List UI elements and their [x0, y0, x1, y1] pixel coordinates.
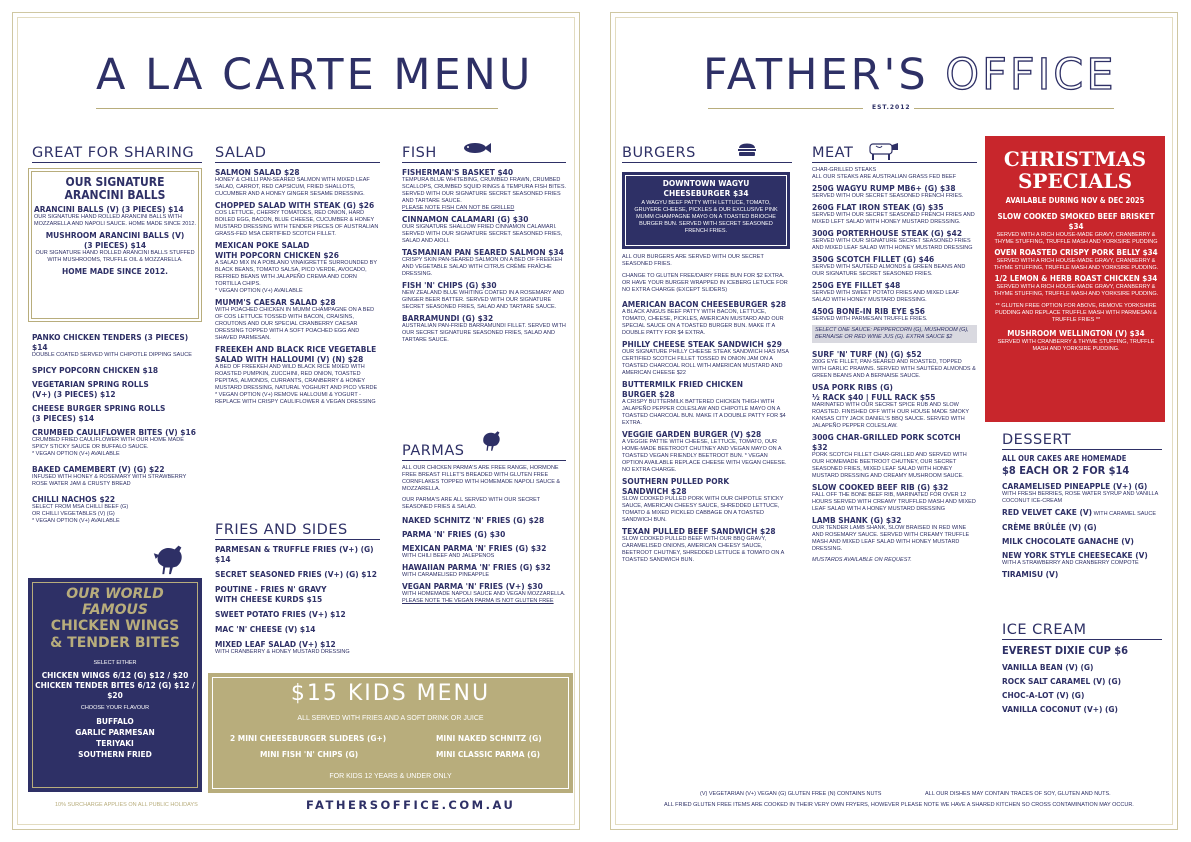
parmas-intro: ALL OUR CHICKEN PARMA'S ARE FREE RANGE, HORMONE FREE BREAST FILLET'S BREADED WITH GLUTEN FREE CORNFLAKES TOPPED WITH HOMEMADE NAPOLI SAUCE & MOZZARELLA. [402, 465, 561, 492]
menu-item: TIRAMISU (V) [1002, 569, 1059, 579]
christmas-avail: AVAILABLE DURING NOV & DEC 2025 [1005, 196, 1145, 205]
kids-item: MINI CLASSIC PARMA (G) [436, 749, 541, 759]
menu-item: VEGETARIAN SPRING ROLLS [32, 379, 149, 389]
cow-icon [862, 139, 900, 161]
menu-item: FISH 'N' CHIPS (G) $30 [402, 280, 497, 290]
item-desc: WITH POACHED CHICKEN IN MUMM CHAMPAGNE ON A BED OF COS LETTUCE TOSSED WITH BACON, CRAISINS, CROUTONS AND OUR SPECIAL CRANBERRY CAESAR DRESSING TOPPED WITH A SOFT POACHED EGG AND SHAVED PARMESAN. [215, 307, 375, 341]
item-desc: WITH CRANBERRY & HONEY MUSTARD DRESSING [215, 649, 350, 655]
menu-item: SLOW COOKED BEEF RIB (G) $32 [812, 482, 949, 492]
meat-sub: CHAR-GRILLED STEAKS [812, 167, 877, 173]
christmas-title: SPECIALS [1017, 169, 1133, 193]
item-desc: 200G EYE FILLET, PAN-SEARED AND ROASTED, TOPPED WITH GARLIC PRAWNS. SERVED WITH SAUTÉED ALMONDS & GREEN BEANS AND A BERNAISE SAUCE. [812, 359, 976, 379]
menu-item-name: RED VELVET CAKE (V) [1002, 507, 1093, 517]
mustards-note: MUSTARDS AVAILABLE ON REQUEST. [812, 557, 912, 563]
kids-sub-text: ALL SERVED WITH FRIES AND A SOFT DRINK OR JUICE [297, 715, 484, 722]
traces-note: ALL OUR DISHES MAY CONTAIN TRACES OF SOY, GLUTEN AND NUTS. [925, 791, 1111, 797]
item-desc: A BLACK ANGUS BEEF PATTY WITH BACON, LETTUCE, TOMATO, CHEESE, PICKLES, AMERICAN MUSTARD AND OUR SPECIAL SAUCE ON A TOASTED BURGER BUN. MAKE IT A DOUBLE PATTY FOR $4 EXTRA. [622, 309, 784, 336]
menu-item: SECRET SEASONED FRIES (V+) (G) $12 [215, 569, 377, 579]
item-desc: SERVED WITH CRANBERRY & THYME STUFFING, TRUFFLE MASH AND YORKSIRE PUDDING. [997, 339, 1155, 352]
menu-item: 450G BONE-IN RIB EYE $56 [812, 306, 925, 316]
item-desc: ROSE WATER JAM & CRUSTY BREAD [32, 481, 131, 487]
box-title: OUR SIGNATURE [65, 175, 165, 189]
menu-item: 260G FLAT IRON STEAK (G) $35 [812, 202, 944, 212]
meat-sub: ALL OUR STEAKS ARE AUSTRALIAN GRASS FED BEEF [812, 174, 957, 180]
menu-item: CHICKEN WINGS 6/12 (G) $12 / $20 [41, 670, 189, 680]
menu-item: (3 PIECES) $14 [32, 413, 95, 423]
item-note: PLEASE NOTE FISH CAN NOT BE GRILLED [402, 205, 515, 211]
menu-item: VEGGIE GARDEN BURGER (V) $28 [622, 429, 762, 439]
chicken-icon [478, 425, 504, 453]
menu-item: SWEET POTATO FRIES (V+) $12 [215, 609, 346, 619]
burgers-intro: CHANGE TO GLUTEN FREE/DAIRY FREE BUN FOR $2 EXTRA. OR HAVE YOUR BURGER WRAPPED IN ICEBERG LETUCE FOR NO EXTRA CHARGE (EXCEPT SLIDERS) [622, 273, 788, 293]
wings-title: OUR WORLD [66, 586, 164, 602]
item-desc: A WAGYU BEEF PATTY WITH LETTUCE, TOMATO, GRUYERE CHEESE, PICKLES & OUR EXCLUSIVE PINK MUMM CHAMPAGNE MAYO ON A TOASTED BRIOCHE BURGER BUN. SERVED WITH SECRET SEASONED FRENCH FRIES. [634, 200, 778, 234]
menu-item: CHEESE BURGER SPRING ROLLS [32, 403, 166, 413]
gluten-free-note: ** GLUTEN FREE OPTION FOR ABOVE, REMOVE YORKSHIRE PUDDING AND REPLACE TRUFFLE MASH WITH PARMESAN & TRUFFLE FRIES ** [995, 303, 1157, 323]
flavour: BUFFALO [96, 716, 134, 726]
item-desc: DOUBLE COATED SERVED WITH CHIPOTLE DIPPING SAUCE [32, 352, 192, 358]
item-desc: WITH HOMEMADE NAPOLI SAUCE AND VEGAN MOZZARELLA. [402, 591, 566, 597]
section-heading: BURGERS [622, 145, 696, 161]
item-desc: OUR SIGNATURE HAND ROLLED ARANCINI BALLS WITH MOZZARELLA AND NAPOLI SAUCE. HOME MADE SINCE 2012. [34, 214, 196, 227]
menu-item: CRÈME BRÛLÉE (V) (G) [1002, 522, 1097, 532]
item-desc: COS LETTUCE, CHERRY TOMATOES, RED ONION, HARD BOILED EGG, BACON, BLUE CHEESE, CUCUMBER & HONEY MUSTARD DRESSING WITH TENDER PIECES OF AUSTRALIAN GRASS-FED MSA CERTIFIED SCOTCH FILLET. [215, 210, 379, 237]
item-desc: WITH FRESH BERRIES, ROSE WATER SYRUP AND VANILLA COCONUT ICE-CREAM [1002, 491, 1158, 504]
dessert-section [1002, 432, 1162, 579]
item-desc: SERVED WITH A RICH HOUSE-MADE GRAVY, CRANBERRY & THYME STUFFING, TRUFFLE MASH AND YORKSIRE PUDDING. [993, 284, 1159, 297]
wings-select: SELECT EITHER [93, 660, 137, 666]
dietary-legend: (V) VEGETARIAN (V+) VEGAN (G) GLUTEN FREE (N) CONTAINS NUTS [700, 791, 882, 797]
menu-item: SALMON SALAD $28 [215, 167, 300, 177]
menu-item: PANKO CHICKEN TENDERS (3 PIECES) $14 [32, 332, 189, 352]
menu-item: PARMESAN & TRUFFLE FRIES (V+) (G) $14 [215, 544, 374, 564]
item-desc: OR CHILLI VEGETABLES (V) (G) [32, 511, 115, 517]
item-desc: SLOW COOKED PULLED PORK WITH OUR CHIPOTLE STICKY SAUCE, AMERICAN CHEESY SAUCE, SHREDDED LETTUCE, TOMATO & MIXED PICKLED CABBAGE ON A TOASTED SANDWICH BUN. [622, 496, 784, 523]
burgers-section [622, 145, 792, 167]
menu-item: 300G CHAR-GRILLED PORK SCOTCH $32 [812, 432, 961, 452]
icecream-sub: EVEREST DIXIE CUP $6 [1002, 644, 1129, 657]
fish-section [402, 145, 566, 346]
menu-item: POUTINE - FRIES N' GRAVY [215, 584, 327, 594]
flavour: GARLIC PARMESAN [75, 727, 155, 737]
menu-item: CHOC-A-LOT (V) (G) [1002, 690, 1085, 700]
menu-item: SANDWICH $28 [622, 486, 687, 496]
item-desc: MARINATED WITH OUR SECRET SPICE RUB AND SLOW ROASTED. FINISHED OFF WITH OUR HOUSE MADE SMOKY KANSAS CITY JACK DANIEL'S BBQ SAUCE. SERVED WITH JALAPEÑO PEPPER COLESLAW. [812, 402, 969, 429]
item-desc: WITH CHILI BEEF AND JALEPENOS [402, 553, 495, 559]
section-heading: SALAD [215, 145, 267, 161]
menu-item: USA PORK RIBS (G) [812, 382, 893, 392]
menu-item: CHILLI NACHOS $22 [32, 494, 116, 504]
menu-item: ½ RACK $40 | FULL RACK $55 [812, 392, 936, 402]
menu-item: NEW YORK STYLE CHEESECAKE (V) [1002, 550, 1148, 560]
item-desc: SERVED WITH PARMESAN TRUFFLE FRIES. [812, 316, 928, 322]
wings-title: FAMOUS [82, 602, 148, 618]
burgers-list [622, 254, 790, 566]
menu-item: HAWAIIAN PARMA 'N' FRIES (G) $32 [402, 562, 551, 572]
menu-item: SALAD WITH HALLOUMI (V) (N) $28 [215, 354, 364, 364]
item-desc: FALL OFF THE BONE BEEF RIB, MARINATED FOR OVER 12 HOURS SERVED WITH CREAMY TRUFFLED MASH AND MIXED LEAF SALAD WITH A HONEY MUSTARD DRESSING [812, 492, 976, 512]
menu-item: MUMM'S CAESAR SALAD $28 [215, 297, 336, 307]
menu-item: (V+) (3 PIECES) $12 [32, 389, 116, 399]
item-desc: SERVED WITH SAUTÉED ALMONDS & GREEN BEANS AND OUR SIGNATURE SECRET SEASONED FRIES. [812, 264, 966, 277]
menu-item: AMERICAN BACON CHEESEBURGER $28 [622, 299, 787, 309]
flavour: TERIYAKI [96, 738, 134, 748]
menu-item: MAC 'N' CHEESE (V) $14 [215, 624, 316, 634]
item-desc: SERVED WITH OUR SECRET SEASONED FRENCH FRIES AND MIXED LEFT SALAD WITH HONEY MUSTARD DRESSING. [812, 212, 975, 225]
menu-item: SLOW COOKED SMOKED BEEF BRISKET $34 [997, 212, 1155, 231]
menu-item: TEXAN PULLED BEEF SANDWICH $28 [622, 526, 776, 536]
item-desc: WITH A STRAWBERRY AND CRANBERRY COMPOTE [1002, 560, 1139, 566]
menu-item: ARANCINI BALLS (V) (3 PIECES) $14 [34, 204, 184, 214]
wings-box [28, 578, 202, 792]
kids-sub [208, 715, 573, 723]
menu-item: WITH CHEESE KURDS $15 [215, 594, 323, 604]
menu-item: CHEESEBURGER $34 [663, 188, 749, 198]
sharing-section [32, 145, 202, 168]
menu-item: WITH POPCORN CHICKEN $26 [215, 250, 339, 260]
menu-item: CARAMELISED PINEAPPLE (V+) (G) [1002, 481, 1148, 491]
item-desc: CRUMBED FRIED CAULIFLOWER WITH OUR HOME MADE [32, 437, 184, 443]
kids-item: MINI NAKED SCHNITZ (G) [436, 733, 542, 743]
sharing-list [32, 332, 202, 527]
item-desc: NEW ZEALAND BLUE WHITING COATED IN A ROSEMARY AND GINGER BEER BATTER. SERVED WITH OUR SIGNATURE SECRET SEASONED FRIES, SALAD AND TARTARE SAUCE. [402, 290, 565, 310]
item-desc: OUR TENDER LAMB SHANK, SLOW BRAISED IN RED WINE AND ROSEMARY SAUCE. SERVED WITH CREAMY TRUFFLE MASH AND MIXED LEAF SALAD WITH HONEY MUSTARD DRESSING. [812, 525, 970, 552]
kids-title: $15 KIDS MENU [290, 681, 491, 706]
dessert-price: $8 EACH OR 2 FOR $14 [1002, 464, 1130, 477]
item-desc: * VEGAN OPTION (V+) AVAILABLE [215, 288, 303, 294]
menu-item: PHILLY CHEESE STEAK SANDWICH $29 [622, 339, 782, 349]
menu-item: ROCK SALT CARAMEL (V) (G) [1002, 676, 1121, 686]
item-desc: A BED OF FREEKEH AND WILD BLACK RICE MIXED WITH ROASTED PUMPKIN, ZUCCHINI, RED ONION, TOASTED PEPITAS, ALMONDS, CURRANTS, CRANBERRY & HONEY MUSTARD DRESSING, NATURAL YOGHURT AND PICO VERDE [215, 364, 378, 391]
christmas-box [985, 136, 1165, 422]
wagyu-box [622, 172, 790, 249]
menu-item: MEXICAN PARMA 'N' FRIES (G) $32 [402, 543, 547, 553]
arancini-content [34, 176, 196, 276]
menu-item: MILK CHOCOLATE GANACHE (V) [1002, 536, 1134, 546]
menu-item: PARMA 'N' FRIES (G) $30 [402, 529, 506, 539]
item-desc: SERVED WITH OUR SECRET SEASONED FRENCH FRIES. [812, 193, 964, 199]
menu-item [1002, 507, 1162, 518]
salad-section [215, 145, 380, 408]
section-heading: PARMAS [402, 443, 465, 459]
section-heading: DESSERT [1002, 432, 1072, 448]
menu-item: LAMB SHANK (G) $32 [812, 515, 902, 525]
brand-rule-right [914, 108, 1114, 109]
item-desc: SLOW COOKED PULLED BEEF WITH OUR BBQ GRAVY, CARAMELISED ONIONS, AMERICAN CHEESY SAUCE, BEETROOT CHUTNEY, SHREDDED LETTUCE & TOMATO ON A TOASTED SANDWICH BUN. [622, 536, 784, 563]
item-desc: A CRISPY BUTTERMILK BATTERED CHICKEN THIGH WITH JALAPEÑO PEPPER COLESLAW AND CHIPOTLE MAYO ON A TOASTED CHARCOAL BUN. MAKE IT A DOUBLE PATTY FOR $4 EXTRA. [622, 399, 786, 426]
item-desc: OUR SIGNATURE HAND ROLLED ARANCINI BALLS STUFFED WITH MUSHROOMS, TRUFFLE OIL & MOZZARELLA. [35, 250, 195, 263]
menu-item: MUSHROOM ARANCINI BALLS (V) [45, 230, 185, 240]
item-desc: INFUSED WITH HONEY & ROSEMARY WITH STRAWBERRY [32, 474, 187, 480]
title-rule [96, 108, 498, 109]
menu-item: 350G SCOTCH FILLET (G) $46 [812, 254, 935, 264]
item-note: PLEASE NOTE THE VEGAN PARMA IS NOT GLUTEN FREE [402, 598, 554, 604]
menu-item: MIXED LEAF SALAD (V+) $12 [215, 639, 336, 649]
menu-item: CHOPPED SALAD WITH STEAK (G) $26 [215, 200, 375, 210]
box-title: ARANCINI BALLS [64, 188, 166, 202]
item-desc: SPICY STICKY SAUCE OR BUFFALO SAUCE. [32, 444, 149, 450]
surcharge-note: 10% SURCHARGE APPLIES ON ALL PUBLIC HOLIDAYS [55, 802, 198, 808]
menu-item: (3 PIECES) $14 [83, 240, 147, 250]
brand-title-a: FATHER'S [703, 50, 946, 100]
menu-item: BUTTERMILK FRIED CHICKEN [622, 379, 743, 389]
menu-item: VANILLA COCONUT (V+) (G) [1002, 704, 1118, 714]
brand-title-b: OFFICE [945, 50, 1117, 100]
section-heading: GREAT FOR SHARING [32, 145, 195, 161]
item-desc: SELECT FROM MSA CHILLI BEEF (G) [32, 504, 129, 510]
section-heading: FRIES AND SIDES [215, 522, 348, 538]
item-desc: SERVED WITH SWEET POTATO FRIES AND MIXED LEAF SALAD WITH HONEY MUSTARD DRESSING. [812, 290, 960, 303]
fries-section [215, 522, 380, 658]
item-desc: * VEGAN OPTION (V+) AVAILABLE [32, 451, 120, 457]
page-title: A LA CARTE MENU [96, 50, 534, 100]
menu-item: MEXICAN POKE SALAD [215, 240, 310, 250]
menu-item: FREEKEH AND BLACK RICE VEGETABLE [215, 344, 377, 354]
menu-item: TASMANIAN PAN SEARED SALMON $34 [402, 247, 564, 257]
menu-item: VEGAN PARMA 'N' FRIES (V+) $30 [402, 581, 543, 591]
menu-item: SURF 'N' TURF (N) (G) $52 [812, 349, 922, 359]
burgers-intro: ALL OUR BURGERS ARE SERVED WITH OUR SECRET SEASONED FRIES. [622, 254, 764, 267]
menu-item: SOUTHERN PULLED PORK [622, 476, 730, 486]
kids-item: MINI FISH 'N' CHIPS (G) [260, 749, 359, 759]
menu-item: CRUMBED CAULIFLOWER BITES (V) $16 [32, 427, 196, 437]
flavour: SOUTHERN FRIED [78, 749, 152, 759]
brand-title [703, 50, 1116, 100]
parmas-section [402, 443, 566, 607]
item-desc: TEMPURA BLUE WHITEBING, CRUMBED FRAWN, CRUMBED SCALLOPS, CRUMBED SQUID RINGS & TEMPURA FISH BITES. SERVED WITH OUR SIGNATURE SECRET SEASONED FRIES AND TARTARE SAUCE. [402, 177, 567, 204]
item-desc: OUR SIGNATURE SHALLOW FRIED CINNAMON CALAMARI. SERVED WITH OUR SIGNATURE SECRET SEASONED FRIES, SALAD AND AIOLI. [402, 224, 563, 244]
fish-icon [462, 141, 492, 155]
item-desc: SERVED WITH A RICH HOUSE-MADE GRAVY, CRANBERRY & THYME STUFFING, TRUFFLE MASH AND YORKSIRE PUDDING. [993, 258, 1159, 271]
item-desc: OUR SIGNATURE PHILLY CHEESE STEAK SANDWICH HAS MSA CERTIFIED SCOTCH FILLET TOSSED IN ONION JAM ON A TOASTED CHARCOAL ROLL WITH AMERICAN MUSTARD AND AMERICAN CHEESE $22 [622, 349, 789, 376]
menu-item: BURGER $28 [622, 389, 675, 399]
item-desc: * VEGAN OPTION (V+) AVAILABLE [32, 518, 120, 524]
burger-icon [737, 141, 757, 157]
kids-item: 2 MINI CHEESEBURGER SLIDERS (G+) [230, 733, 387, 743]
kids-foot: FOR KIDS 12 YEARS & UNDER ONLY [329, 773, 452, 780]
item-desc: A VEGGIE PATTIE WITH CHEESE, LETTUCE, TOMATO, OUR HOME-MADE BEETROOT CHUTNEY AND VEGAN MAYO ON A TOASTED VEGAN FRIENDLY BEETROOT BUN. * VEGAN OPTION AVAILABLE REPLACE CHEESE WITH VEGAN CHEESE. NO EXTRA CHARGE. [622, 439, 787, 473]
wings-choose: CHOOSE YOUR FLAVOUR [80, 705, 150, 711]
menu-item: 250G WAGYU RUMP MB6+ (G) $38 [812, 183, 956, 193]
christmas-title: CHRISTMAS [1003, 147, 1147, 171]
item-desc: WITH CARAMELISED PINEAPPLE [402, 572, 490, 578]
brand-rule-left [708, 108, 863, 109]
meat-section [812, 145, 977, 566]
menu-item: 300G PORTERHOUSE STEAK (G) $42 [812, 228, 963, 238]
menu-item: BARRAMUNDI (G) $32 [402, 313, 494, 323]
menu-item: 1/2 LEMON & HERB ROAST CHICKEN $34 [994, 274, 1158, 283]
item-desc: PORK SCOTCH FILLET CHAR-GRILLED AND SERVED WITH OUR HOMEMADE BEETROOT CHUTNEY, OUR SECRET SEASONED FRIES, MIXED LEAF SALAD WITH HONEY MUSTARD DRESSING AND CREAMY MUSHROOM SAUCE. [812, 452, 967, 479]
menu-item: OVEN ROASTED CRISPY PORK BELLY $34 [994, 248, 1158, 257]
item-desc: AUSTRALIAN PAN-FRIED BARRAMUNDI FILLET. SERVED WITH OUR SECRET SIGNATURE SEASONED FRIES, SALAD AND TARTARE SAUCE. [402, 323, 566, 343]
icecream-section [1002, 622, 1162, 714]
dessert-sub: ALL OUR CAKES ARE HOMEMADE [1002, 454, 1127, 463]
kids-menu-box [208, 673, 573, 793]
wings-title: & TENDER BITES [50, 635, 180, 651]
item-desc: A SALAD MIX IN A POBLANO VINAIGRETTE SURROUNDED BY BLACK BEANS, TOMATO SALSA, PICO VERDE, AVOCADO, REFRIED BEANS WITH JALAPEÑO CREMA AND CORN TORTILLA CHIPS. [215, 260, 377, 287]
item-desc: HONEY & CHILLI PAN-SEARED SALMON WITH MIXED LEAF SALAD, CARROT, RED CAPSICUM, FRIED SHALLOTS, CUCUMBER AND A HONEY GINGER SESAME DRESSING. [215, 177, 370, 197]
menu-item: SPICY POPCORN CHICKEN $18 [32, 365, 159, 375]
item-desc: SERVED WITH OUR SIGNATURE SECRET SEASONED FRIES AND MIXED LEAF SALAD WITH HONEY MUSTARD DRESSING [812, 238, 973, 251]
menu-item: CHICKEN TENDER BITES 6/12 (G) $12 / $20 [35, 680, 195, 700]
parmas-intro: OUR PARMA'S ARE ALL SERVED WITH OUR SECRET SEASONED FRIES & SALAD. [402, 497, 541, 510]
section-heading: MEAT [812, 145, 854, 161]
website: FATHERSOFFICE.COM.AU [306, 798, 516, 812]
menu-item: MUSHROOM WELLINGTON (V) $34 [1007, 329, 1145, 338]
chicken-icon [150, 538, 188, 576]
wings-title: CHICKEN WINGS [50, 618, 180, 634]
menu-item: NAKED SCHNITZ 'N' FRIES (G) $28 [402, 515, 545, 525]
est-label: EST.2012 [872, 104, 911, 111]
section-heading: ICE CREAM [1002, 622, 1087, 638]
menu-item: BAKED CAMEMBERT (V) (G) $22 [32, 464, 165, 474]
menu-item: CINNAMON CALAMARI (G) $30 [402, 214, 529, 224]
menu-item: 250G EYE FILLET $48 [812, 280, 901, 290]
home-made-note: HOME MADE SINCE 2012. [61, 266, 168, 276]
menu-item: FISHERMAN'S BASKET $40 [402, 167, 514, 177]
sauce-note: SELECT ONE SAUCE: PEPPERCORN (G), MUSHROOM (G), BERNAISE OR RED WINE JUS (G). EXTRA SAUCE $2 [812, 325, 977, 343]
item-desc: * VEGAN OPTION (V+) REMOVE HALLOUMI & YOGURT - REPLACE WITH CRISPY CAULIFLOWER & VEGAN DRESSING [215, 392, 376, 405]
menu-item: DOWNTOWN WAGYU [662, 178, 750, 188]
menu-item: VANILLA BEAN (V) (G) [1002, 662, 1094, 672]
item-desc: CRISPY SKIN PAN-SEARED SALMON ON A BED OF FREEKEH AND VEGETABLE SALAD WITH CITRUS CRÈME FRAÎCHE DRESSING. [402, 257, 563, 277]
item-desc: SERVED WITH A RICH HOUSE-MADE GRAVY, CRANBERRY & THYME STUFFING, TRUFFLE MASH AND YORKSIRE PUDDING [994, 232, 1158, 245]
section-heading: FISH [402, 145, 437, 161]
menu-item-extra: WITH CARAMEL SAUCE [1092, 511, 1157, 517]
fryer-note: ALL FRIED GLUTEN FREE ITEMS ARE COOKED IN THEIR VERY OWN FRYERS, HOWEVER PLEASE NOTE WE HAVE A SHARED KITCHEN SO CROSS CONTAMINATION MAY OCCUR. [664, 802, 1134, 808]
